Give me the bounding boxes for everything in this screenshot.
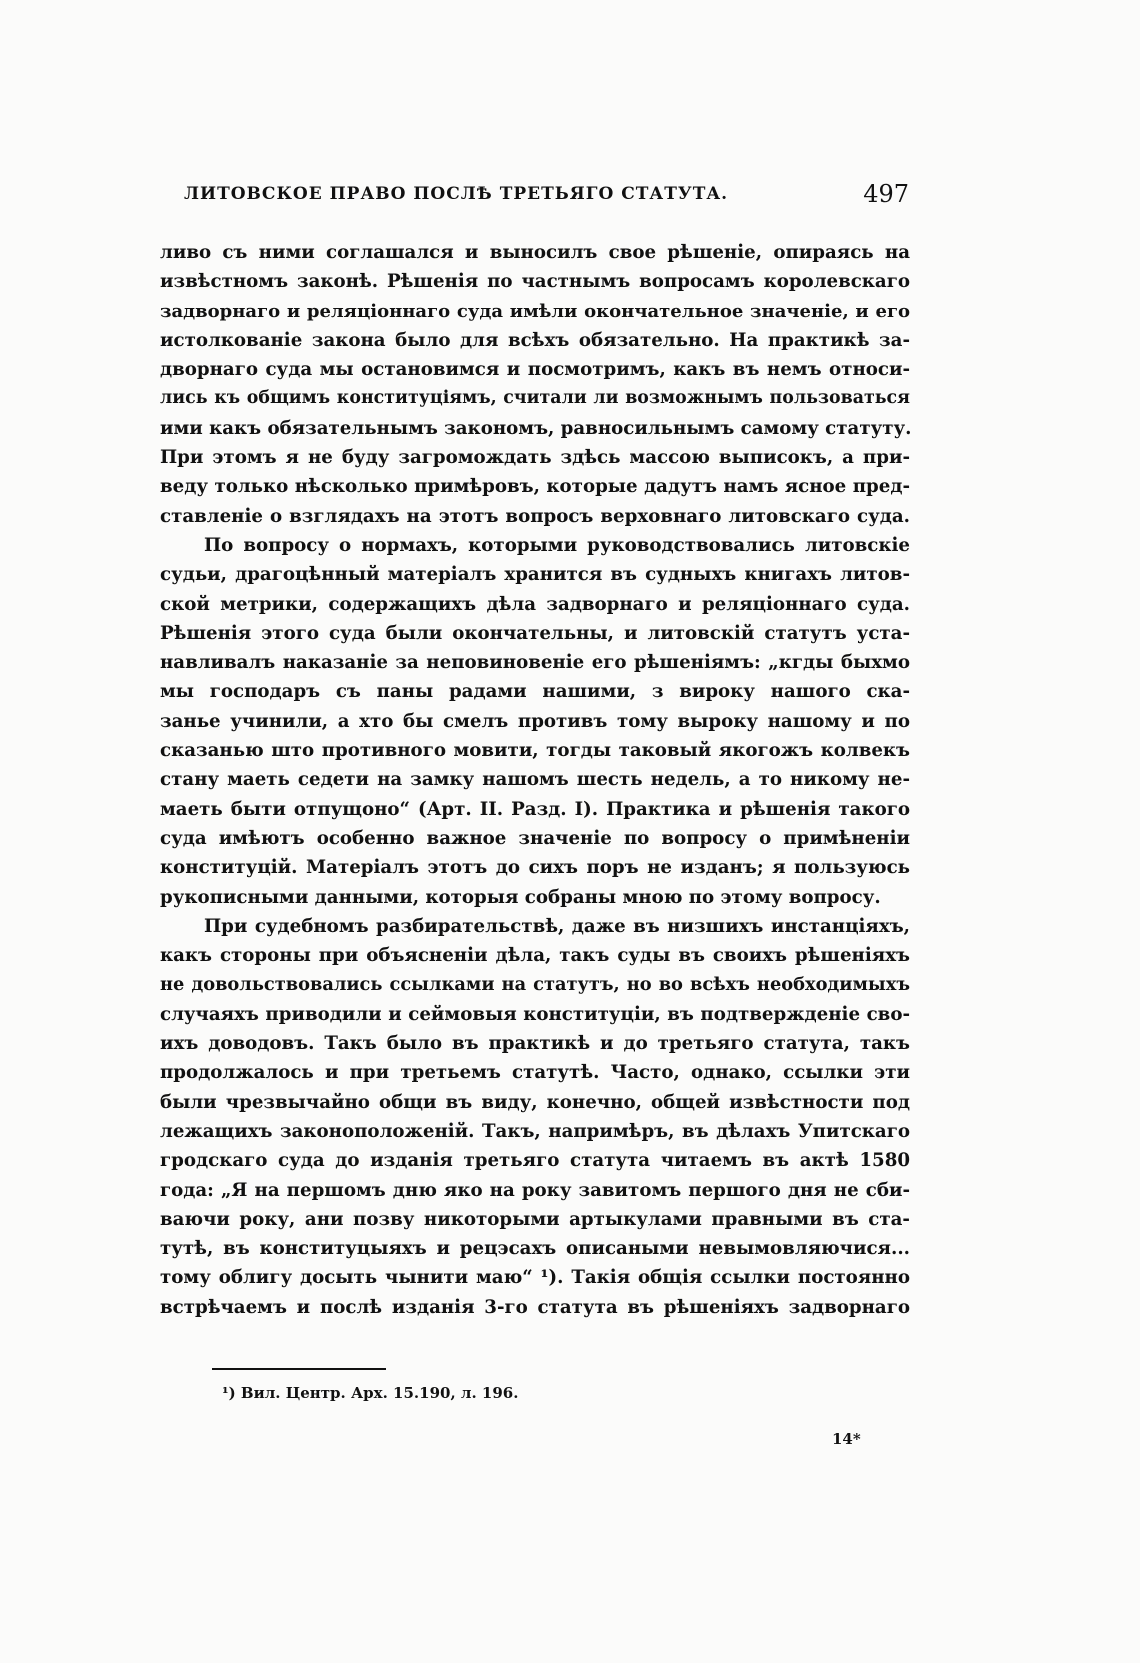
running-header xyxy=(184,180,909,212)
text-line: гродскаго суда до изданія третьяго статута читаемъ въ актѣ 1580 xyxy=(160,1150,910,1172)
text-line: Рѣшенія этого суда были окончательны, и литовскій статутъ уста- xyxy=(160,622,910,644)
text-line: ими какъ обязательнымъ закономъ, равносильнымъ самому статуту. xyxy=(160,417,912,439)
text-line: тутѣ, въ конституцыяхъ и рецэсахъ описаными невымовляючися... xyxy=(160,1238,910,1260)
text-line: лежащихъ законоположеній. Такъ, напримѣръ, въ дѣлахъ Упитскаго xyxy=(160,1120,910,1142)
page-number: 497 xyxy=(863,180,909,208)
text-line: маеть быти отпущоно“ (Арт. II. Разд. I). Практика и рѣшенія такого xyxy=(160,798,910,820)
text-line: ваючи року, ани позву никоторыми артыкулами правными въ ста- xyxy=(160,1208,910,1230)
running-title: ЛИТОВСКОЕ ПРАВО ПОСЛѢ ТРЕТЬЯГО СТАТУТА. xyxy=(184,184,729,204)
signature-mark: 14* xyxy=(832,1430,861,1448)
text-line: ливо съ ними соглашался и выносилъ свое рѣшеніе, опираясь на xyxy=(160,242,910,263)
text-line: рукописными данными, которыя собраны мною по этому вопросу. xyxy=(160,886,881,908)
text-line: истолкованіе закона было для всѣхъ обязательно. На практикѣ за- xyxy=(160,329,910,351)
text-line: дворнаго суда мы остановимся и посмотримъ, какъ въ немъ относи- xyxy=(160,359,910,381)
text-line: ихъ доводовъ. Такъ было въ практикѣ и до третьяго статута, такъ xyxy=(160,1033,910,1055)
text-line: мы господаръ съ паны радами нашими, з вироку нашого ска- xyxy=(160,681,910,703)
text-line: задворнаго и реляціоннаго суда имѣли окончательное значеніе, и его xyxy=(160,300,910,322)
text-line: какъ стороны при объясненіи дѣла, такъ суды въ своихъ рѣшеніяхъ xyxy=(160,945,910,967)
text-line: извѣстномъ законѣ. Рѣшенія по частнымъ вопросамъ королевскаго xyxy=(160,271,910,293)
text-line: При этомъ я не буду загромождать здѣсь массою выписокъ, а при- xyxy=(160,447,910,469)
text-line: встрѣчаемъ и послѣ изданія 3-го статута въ рѣшеніяхъ задворнаго xyxy=(160,1296,910,1318)
text-line: судьи, драгоцѣнный матеріалъ хранится въ судныхъ книгахъ литов- xyxy=(160,564,910,586)
text-line: случаяхъ приводили и сеймовыя конституціи, въ подтвержденіе сво- xyxy=(160,1003,910,1025)
text-line: тому облигу досыть чынити маю“ ¹). Такія общія ссылки постоянно xyxy=(160,1267,910,1289)
text-line: года: „Я на першомъ дню яко на року завитомъ першого дня не сби- xyxy=(160,1179,910,1201)
text-line: ской метрики, содержащихъ дѣла задворнаго и реляціоннаго суда. xyxy=(160,593,910,615)
text-line: лись къ общимъ конституціямъ, считали ли возможнымъ пользоваться xyxy=(160,388,910,409)
text-line: сказанью што противного мовити, тогды таковый якогожъ колвекъ xyxy=(160,740,910,762)
body-text xyxy=(160,238,910,1322)
text-line: По вопросу о нормахъ, которыми руководствовались литовскіе xyxy=(204,534,910,556)
text-line: конституцій. Матеріалъ этотъ до сихъ поръ не изданъ; я пользуюсь xyxy=(160,857,910,879)
text-line: суда имѣютъ особенно важное значеніе по вопросу о примѣненіи xyxy=(160,827,910,849)
text-line: занье учинили, а хто бы смелъ противъ тому выроку нашому и по xyxy=(160,710,910,732)
text-line: веду только нѣсколько примѣровъ, которые дадутъ намъ ясное пред- xyxy=(160,476,910,498)
text-line: При судебномъ разбирательствѣ, даже въ низшихъ инстанціяхъ, xyxy=(204,915,910,937)
text-line: ставленіе о взглядахъ на этотъ вопросъ верховнаго литовскаго суда. xyxy=(160,505,910,527)
footnote: ¹) Вил. Центр. Арх. 15.190, л. 196. xyxy=(222,1384,519,1402)
text-line: навливалъ наказаніе за неповиновеніе его рѣшеніямъ: „кгды быхмо xyxy=(160,652,910,674)
text-line: были чрезвычайно общи въ виду, конечно, общей извѣстности под xyxy=(160,1091,910,1113)
text-line: не довольствовались ссылками на статутъ, но во всѣхъ необходимыхъ xyxy=(160,974,910,996)
footnote-rule xyxy=(212,1368,386,1370)
text-line: стану маеть седети на замку нашомъ шесть недель, а то никому не- xyxy=(160,769,910,791)
text-line: продолжалось и при третьемъ статутѣ. Часто, однако, ссылки эти xyxy=(160,1062,910,1084)
